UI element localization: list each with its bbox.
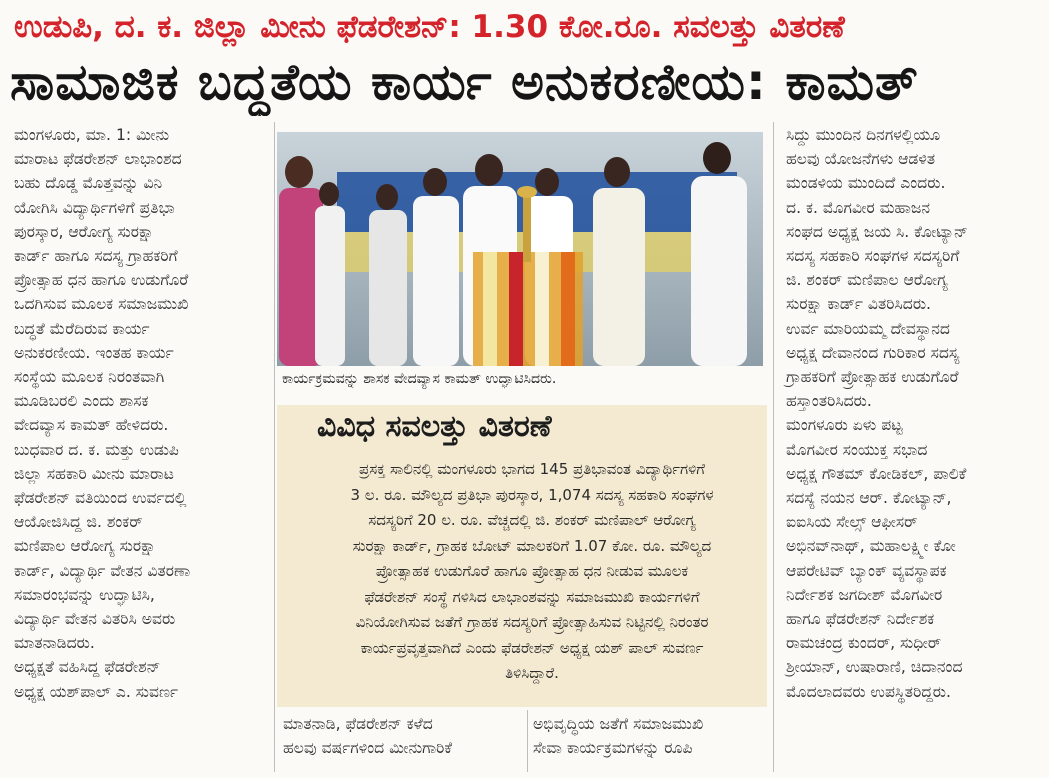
text-line: ಯೋಗಿಸಿ ವಿದ್ಯಾರ್ಥಿಗಳಿಗೆ ಪ್ರತಿಭಾ — [14, 198, 175, 217]
text-line: ಹಲವು ವರ್ಷಗಳಿಂದ ಮೀನುಗಾರಿಕೆ — [283, 739, 452, 758]
text-line: ಮಣಿಪಾಲ ಆರೋಗ್ಯ ಸುರಕ್ಷಾ — [14, 537, 157, 556]
box-body — [307, 457, 757, 687]
text-line: ಮೊಗವೀರ ಸಂಯುಕ್ತ ಸಭಾದ — [786, 440, 928, 459]
text-line: ಸಿದ್ದು ಮುಂದಿನ ದಿನಗಳಲ್ಲಿಯೂ — [786, 126, 941, 144]
text-line: ಒದಗಿಸುವ ಮೂಲಕ ಸಮಾಜಮುಖಿ — [14, 295, 189, 314]
text-line: ಬುಧವಾರ ದ. ಕ. ಮತ್ತು ಉಡುಪಿ — [14, 440, 179, 459]
text-line: ತಿಳಿಸಿದ್ದಾರೆ. — [505, 664, 559, 682]
text-line: ಉರ್ವ ಮಾರಿಯಮ್ಮ ದೇವಸ್ಥಾನದ — [786, 319, 950, 338]
highlight-box — [277, 405, 767, 707]
box-title: ವಿವಿಧ ಸವಲತ್ತು ವಿತರಣೆ — [317, 409, 552, 444]
text-line: ವಿನಿಯೋಗಿಸುವ ಜತೆಗೆ ಗ್ರಾಹಕ ಸದಸ್ಯರಿಗೆ ಪ್ರೋತ್ಸಾಹಿಸುವ ನಿಟ್ಟಿನಲ್ಲಿ ನಿರಂತರ — [355, 613, 709, 631]
text-line: ವೇದವ್ಯಾಸ ಕಾಮತ್ ಹೇಳಿದರು. — [14, 416, 169, 435]
text-line: ಜಿ. ಶಂಕರ್ ಮಣಿಪಾಲ ಆರೋಗ್ಯ — [786, 271, 948, 290]
text-line: ಕಾರ್ಡ್ ಹಾಗೂ ಸದಸ್ಯ ಗ್ರಾಹಕರಿಗೆ — [14, 247, 178, 266]
text-line: ಸುರಕ್ಷಾ ಕಾರ್ಡ್, ಗ್ರಾಹಕ ಬೋಟ್ ಮಾಲಕರಿಗೆ 1.07 ಕೋ. ರೂ. ಮೌಲ್ಯದ — [352, 536, 712, 555]
text-line: ರಾಮಚಂದ್ರ ಕುಂದರ್, ಸುಧೀರ್ — [786, 634, 942, 653]
column-divider — [527, 710, 528, 772]
text-line: ಮಂಡಳಿಯ ಮುಂದಿದೆ ಎಂದರು. — [786, 174, 946, 193]
article-column-4 — [786, 123, 1026, 704]
text-line: ಜಿಲ್ಲಾ ಸಹಕಾರಿ ಮೀನು ಮಾರಾಟ — [14, 464, 174, 483]
text-line: ಸಮಾರಂಭವನ್ನು ಉದ್ಘಾಟಿಸಿ, — [14, 585, 155, 604]
text-line: ನಿರ್ದೇಶಕ ಜಗದೀಶ್ ಮೊಗವೀರ — [786, 585, 943, 604]
text-line: ಸುರಕ್ಷಾ ಕಾರ್ಡ್ ವಿತರಿಸಿದರು. — [786, 295, 932, 314]
kicker-headline: ಉಡುಪಿ, ದ. ಕ. ಜಿಲ್ಲಾ ಮೀನು ಫೆಡರೇಶನ್: 1.30 ಕೋ.ರೂ. ಸವಲತ್ತು ವಿತರಣೆ — [14, 9, 845, 45]
text-line: ಬಹು ದೊಡ್ಡ ಮೊತ್ತವನ್ನು ವಿನಿ — [14, 174, 163, 193]
text-line: ಅಧ್ಯಕ್ಷ ಯಶ್‌ಪಾಲ್ ಎ. ಸುವರ್ಣ — [14, 682, 179, 701]
text-line: ಹಾಗೂ ಫೆಡರೇಶನ್ ನಿರ್ದೇಶಕ — [786, 610, 935, 629]
text-line: ಹಲವು ಯೋಜನೆಗಳು ಆಡಳಿತ — [786, 150, 936, 169]
article-column-1 — [14, 123, 270, 704]
text-line: ಮಾರಾಟ ಫೆಡರೇಶನ್ ಲಾಭಾಂಶದ — [14, 150, 182, 169]
article-column-2-bottom — [283, 712, 523, 760]
text-line: ಗ್ರಾಹಕರಿಗೆ ಪ್ರೋತ್ಸಾಹಕ ಉಡುಗೊರೆ — [786, 368, 959, 387]
text-line: ಪ್ರೋತ್ಸಾಹ ಧನ ಹಾಗೂ ಉಡುಗೊರೆ — [14, 271, 189, 290]
text-line: ಶ್ರೀಯಾನ್, ಉಷಾರಾಣಿ, ಚಿದಾನಂದ — [786, 658, 963, 677]
text-line: ವಿದ್ಯಾರ್ಥಿ ವೇತನ ವಿತರಿಸಿ ಅವರು — [14, 610, 176, 629]
text-line: ಪುರಸ್ಕಾರ, ಆರೋಗ್ಯ ಸುರಕ್ಷಾ — [14, 222, 154, 241]
text-line: ಅಧ್ಯಕ್ಷತೆ ವಹಿಸಿದ್ದ ಫೆಡರೇಶನ್ — [14, 658, 161, 677]
text-line: ಕಾರ್ಡ್, ವಿದ್ಯಾರ್ಥಿ ವೇತನ ವಿತರಣಾ — [14, 561, 191, 580]
column-divider — [274, 122, 275, 772]
text-line: ಮಾತನಾಡಿ, ಫೆಡರೇಶನ್ ಕಳೆದ — [283, 715, 433, 733]
text-line: ಅನುಕರಣೀಯ. ಇಂತಹ ಕಾರ್ಯ — [14, 343, 174, 362]
text-line: ಆಪರೇಟಿವ್ ಬ್ಯಾಂಕ್ ವ್ಯವಸ್ಥಾಪಕ — [786, 561, 947, 580]
text-line: ಐಐಸಿಯ ಸೇಲ್ಸ್ ಆಫೀಸರ್ — [786, 513, 918, 532]
photo-illustration — [277, 132, 763, 366]
text-line: ಹಸ್ತಾಂತರಿಸಿದರು. — [786, 392, 872, 411]
text-line: ಸದಸ್ಯರಿಗೆ 20 ಲ. ರೂ. ವೆಚ್ಚದಲ್ಲಿ ಜಿ. ಶಂಕರ್ ಮಣಿಪಾಲ್ ಆರೋಗ್ಯ — [368, 511, 696, 529]
text-line: ಮಂಗಳೂರು, ಮಾ. 1: ಮೀನು — [14, 126, 170, 144]
text-line: ಮಾತನಾಡಿದರು. — [14, 634, 95, 653]
text-line: ಕಾರ್ಯಪ್ರವೃತ್ತವಾಗಿದೆ ಎಂದು ಫೆಡರೇಶನ್ ಅಧ್ಯಕ್ಷ ಯಶ್ ಪಾಲ್ ಸುವರ್ಣ — [360, 638, 704, 657]
text-line: ದ. ಕ. ಮೊಗವೀರ ಮಹಾಜನ — [786, 198, 930, 217]
event-photo — [277, 132, 763, 366]
text-line: ಅಭಿವೃದ್ಧಿಯ ಜತೆಗೆ ಸಮಾಜಮುಖಿ — [533, 715, 704, 733]
text-line: ಬದ್ಧತೆ ಮೆರೆದಿರುವ ಕಾರ್ಯ — [14, 319, 150, 338]
text-line: ಪ್ರಸಕ್ತ ಸಾಲಿನಲ್ಲಿ ಮಂಗಳೂರು ಭಾಗದ 145 ಪ್ರತಿಭಾವಂತ ವಿದ್ಯಾರ್ಥಿಗಳಿಗೆ — [359, 460, 705, 478]
text-line: ಸದಸ್ಯ ಸಹಕಾರಿ ಸಂಘಗಳ ಸದಸ್ಯರಿಗೆ — [786, 247, 960, 266]
text-line: ಅಭಿನವ್‌ನಾಥ್, ಮಹಾಲಕ್ಷ್ಮೀ ಕೋ — [786, 537, 956, 556]
text-line: 3 ಲ. ರೂ. ಮೌಲ್ಯದ ಪ್ರತಿಭಾ ಪುರಸ್ಕಾರ, 1,074 ಸದಸ್ಯ ಸಹಕಾರಿ ಸಂಘಗಳ — [350, 485, 714, 504]
text-line: ಫೆಡರೇಶನ್ ವತಿಯಿಂದ ಉರ್ವದಲ್ಲಿ — [14, 489, 187, 508]
text-line: ಆಯೋಜಿಸಿದ್ದ ಜಿ. ಶಂಕರ್ — [14, 513, 143, 532]
text-line: ಪ್ರೋತ್ಸಾಹಕ ಉಡುಗೊರೆ ಹಾಗೂ ಪ್ರೋತ್ಸಾಹ ಧನ ನೀಡುವ ಮೂಲಕ — [375, 562, 689, 580]
photo-caption: ಕಾರ್ಯಕ್ರಮವನ್ನು ಶಾಸಕ ವೇದವ್ಯಾಸ ಕಾಮತ್ ಉದ್ಘಾಟಿಸಿದರು. — [282, 371, 557, 387]
text-line: ಅಧ್ಯಕ್ಷ ಗೌತಮ್ ಕೋಡಿಕಲ್, ಪಾಲಿಕೆ — [786, 464, 967, 483]
text-line: ಸೇವಾ ಕಾರ್ಯಕ್ರಮಗಳನ್ನು ರೂಪಿ — [533, 739, 693, 758]
text-line: ಮೂಡಿಬರಲಿ ಎಂದು ಶಾಸಕ — [14, 392, 149, 411]
text-line: ಸಂಸ್ಥೆಯ ಮೂಲಕ ನಿರಂತವಾಗಿ — [14, 368, 165, 387]
text-line: ಸಂಘದ ಅಧ್ಯಕ್ಷ ಜಯ ಸಿ. ಕೋಟ್ಯಾನ್ — [786, 222, 968, 241]
text-line: ಮಂಗಳೂರು ಏಳು ಪಟ್ಟ — [786, 416, 903, 435]
text-line: ಫೆಡರೇಶನ್ ಸಂಸ್ಥೆ ಗಳಿಸಿದ ಲಾಭಾಂಶವನ್ನು ಸಮಾಜಮುಖಿ ಕಾರ್ಯಗಳಿಗೆ — [364, 587, 700, 606]
text-line: ಸದಸ್ಯೆ ನಯನ ಆರ್. ಕೋಟ್ಯಾನ್, — [786, 489, 952, 508]
text-line: ಅಧ್ಯಕ್ಷ ದೇವಾನಂದ ಗುರಿಕಾರ ಸದಸ್ಯ — [786, 343, 960, 362]
column-divider — [773, 122, 774, 772]
text-line: ಮೊದಲಾದವರು ಉಪಸ್ಥಿತರಿದ್ದರು. — [786, 682, 951, 701]
main-headline: ಸಾಮಾಜಿಕ ಬದ್ಧತೆಯ ಕಾರ್ಯ ಅನುಕರಣೀಯ: ಕಾಮತ್ — [10, 53, 919, 111]
article-column-3-bottom — [533, 712, 768, 760]
